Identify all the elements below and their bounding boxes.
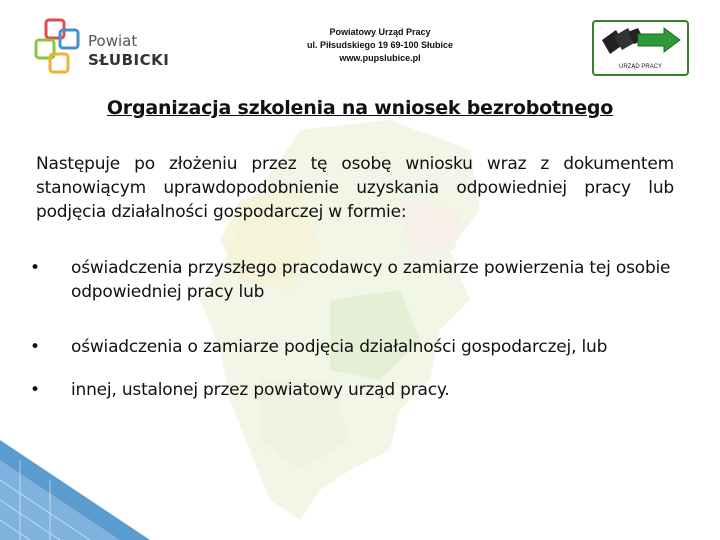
list-item: [30, 256, 690, 304]
logo-text-slubicki: SŁUBICKI: [88, 51, 170, 69]
list-item: [30, 335, 690, 359]
bullet-text: oświadczenia przyszłego pracodawcy o zamiarze powierzenia tej osobie odpowiedniej pracy lub: [71, 258, 671, 302]
office-name: Powiatowy Urząd Pracy: [329, 27, 431, 37]
intro-paragraph: Następuje po złożeniu przez tę osobę wniosku wraz z dokumentem stanowiącym uprawdopodobnienie uzyskania odpowiedniej pracy lub podjęcia działalności gospodarczej w formie:: [36, 154, 674, 222]
list-item: [30, 378, 690, 402]
bullet-text: oświadczenia o zamiarze podjęcia działalności gospodarczej, lub: [71, 337, 608, 357]
corner-decoration: [0, 440, 150, 540]
urzad-pracy-caption: URZĄD PRACY: [618, 64, 662, 70]
urzad-pracy-logo: [592, 20, 689, 76]
slide-title: Organizacja szkolenia na wniosek bezrobotnego: [106, 97, 614, 119]
bullet-text: innej, ustalonej przez powiatowy urząd pracy.: [71, 380, 450, 400]
logo-text-powiat: Powiat: [88, 32, 138, 50]
office-street: ul. Piłsudskiego 19 69-100 Słubice: [306, 40, 454, 50]
office-address: [270, 26, 490, 65]
logo-squares-icon: [32, 18, 88, 80]
bullet-icon: •: [30, 337, 40, 357]
bullet-icon: •: [30, 380, 40, 400]
arrow-logo-icon: [594, 22, 687, 62]
office-website: www.pupslubice.pl: [339, 53, 421, 63]
powiat-slubicki-logo: [32, 18, 177, 80]
bullet-icon: •: [30, 258, 40, 278]
bullet-list: [30, 256, 690, 402]
